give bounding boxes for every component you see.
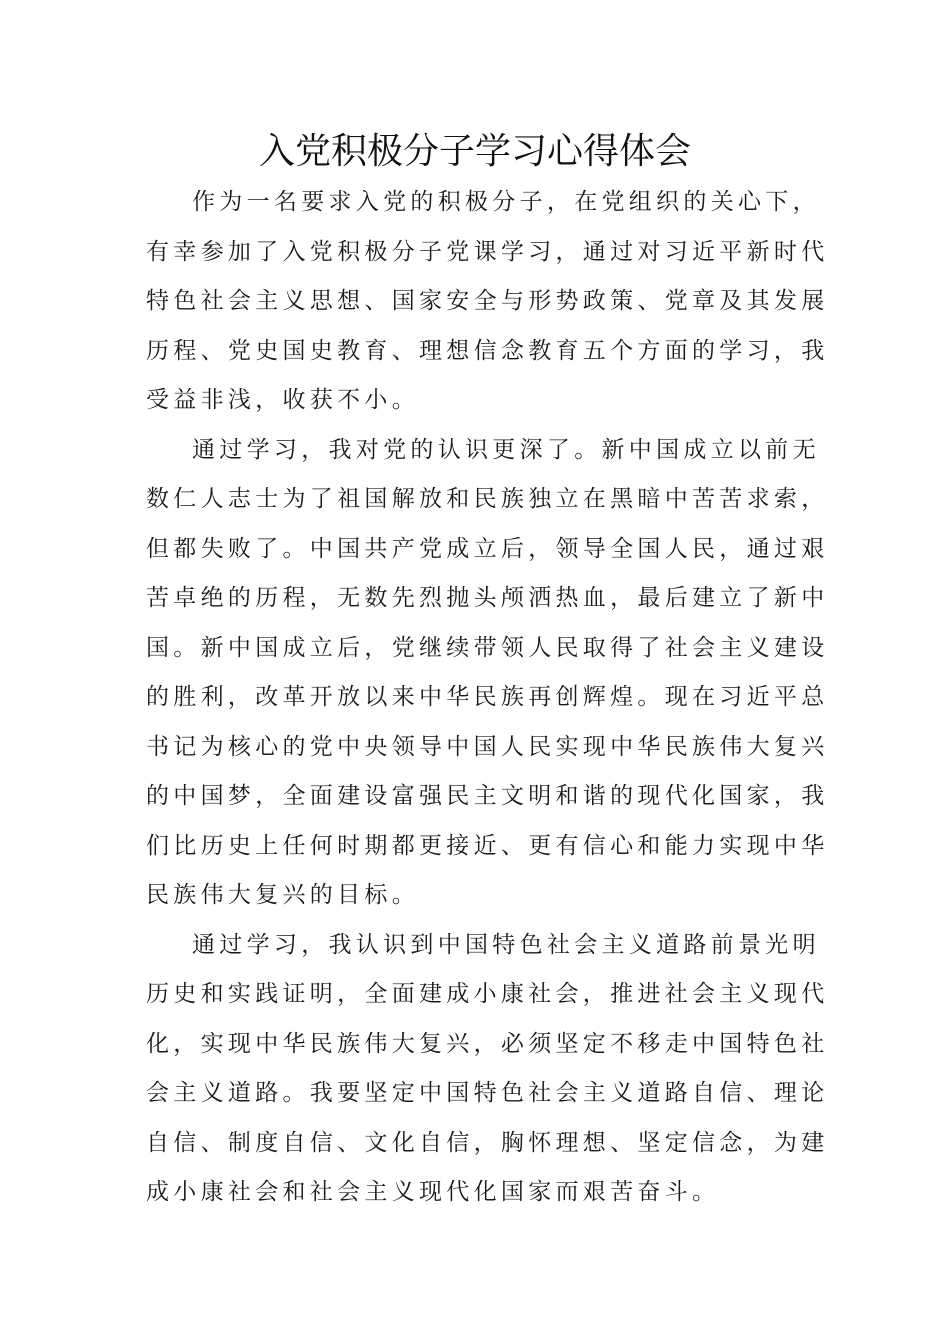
text-line: 们比历史上任何时期都更接近、更有信心和能力实现中华	[146, 832, 829, 859]
text-line: 有幸参加了入党积极分子党课学习，通过对习近平新时代	[146, 238, 829, 265]
text-line: 化，实现中华民族伟大复兴，必须坚定不移走中国特色社	[146, 1030, 829, 1057]
text-line: 的胜利，改革开放以来中华民族再创辉煌。现在习近平总	[146, 684, 829, 710]
text-line: 通过学习，我认识到中国特色社会主义道路前景光明	[192, 931, 820, 958]
text-line: 通过学习，我对党的认识更深了。新中国成立以前无	[192, 436, 820, 463]
text-line: 但都失败了。中国共产党成立后，领导全国人民，通过艰	[146, 535, 829, 562]
paragraph-2	[146, 426, 829, 921]
text-line: 自信、制度自信、文化自信，胸怀理想、坚定信念，为建	[146, 1129, 829, 1156]
text-line: 历程、党史国史教育、理想信念教育五个方面的学习，我	[146, 337, 829, 364]
text-line: 的中国梦，全面建设富强民主文明和谐的现代化国家，我	[146, 783, 829, 809]
document-body	[146, 178, 829, 1218]
text-line: 会主义道路。我要坚定中国特色社会主义道路自信、理论	[146, 1080, 829, 1106]
text-line: 苦卓绝的历程，无数先烈抛头颅洒热血，最后建立了新中	[146, 585, 829, 611]
text-line: 历史和实践证明，全面建成小康社会，推进社会主义现代	[146, 981, 829, 1007]
text-line: 特色社会主义思想、国家安全与形势政策、党章及其发展	[146, 288, 829, 314]
text-line: 民族伟大复兴的目标。	[146, 882, 419, 908]
paragraph-1	[146, 178, 829, 426]
text-line: 成小康社会和社会主义现代化国家而艰苦奋斗。	[146, 1179, 720, 1205]
text-line: 作为一名要求入党的积极分子，在党组织的关心下，	[192, 189, 820, 215]
text-line: 书记为核心的党中央领导中国人民实现中华民族伟大复兴	[146, 733, 829, 760]
paragraph-3	[146, 921, 829, 1218]
text-line: 数仁人志士为了祖国解放和民族独立在黑暗中苦苦求索，	[146, 486, 829, 512]
document-title: 入党积极分子学习心得体会	[258, 131, 691, 172]
text-line: 受益非浅，收获不小。	[146, 387, 419, 413]
text-line: 国。新中国成立后，党继续带领人民取得了社会主义建设	[146, 634, 829, 661]
